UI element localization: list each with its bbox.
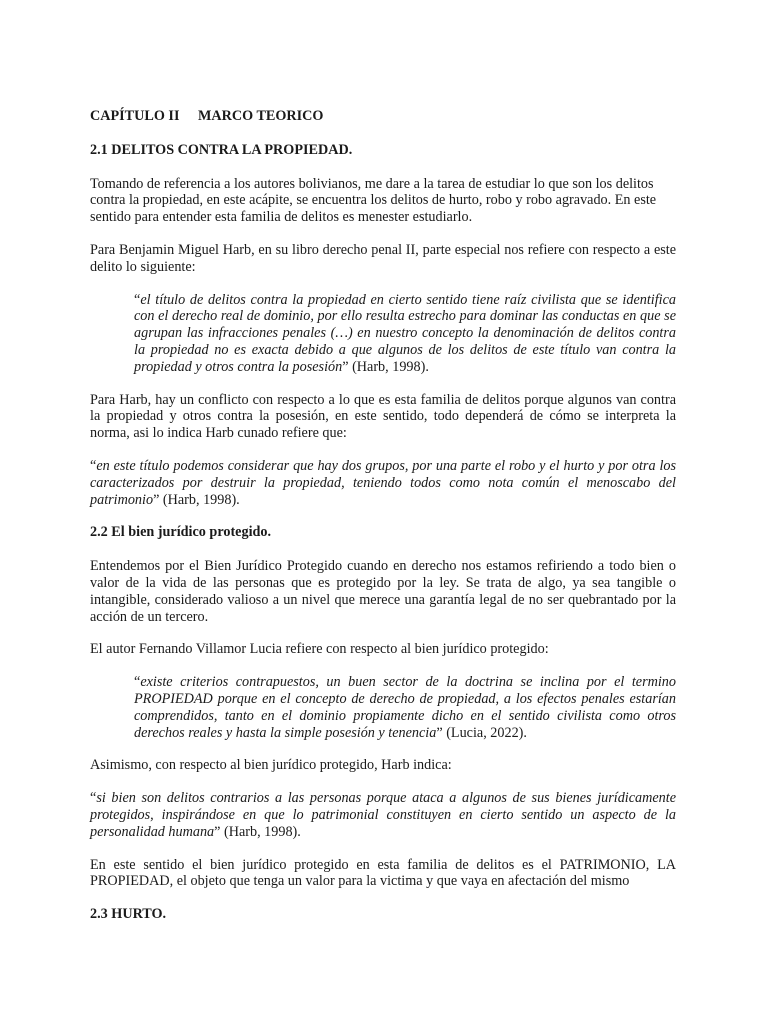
section-2-1-paragraph-2: Para Benjamin Miguel Harb, en su libro derecho penal II, parte especial nos refiere con respecto a este delito lo siguiente:: [90, 241, 676, 275]
quote-citation: ” (Harb, 1998).: [214, 823, 301, 840]
quote-text: en este título podemos considerar que hay dos grupos, por una parte el robo y el hurto y por otra los caracterizados por destruir la propiedad, teniendo todos como nota común el menoscabo del patrimonio: [90, 457, 676, 508]
section-2-2-heading: 2.2 El bien jurídico protegido.: [90, 524, 272, 541]
section-2-1-paragraph-3: Para Harb, hay un conflicto con respecto a lo que es esta familia de delitos porque algunos van contra la propiedad y otros contra la posesión, en este sentido, todo dependerá de cómo se interpreta la norma, asi lo indica Harb cunado refiere que:: [90, 391, 676, 442]
chapter-number: CAPÍTULO II: [90, 108, 180, 124]
quote-citation: ” (Lucia, 2022).: [436, 724, 527, 741]
section-2-1-heading: 2.1 DELITOS CONTRA LA PROPIEDAD.: [90, 141, 353, 158]
quote-text: existe criterios contrapuestos, un buen sector de la doctrina se inclina por el termino PROPIEDAD porque en el concepto de derecho de propiedad, a los efectos penales estarían comprendidos, tanto en el dominio propiamente dicho en el sentido civilista como otros derechos reales y hasta la simple posesión y tenencia: [134, 674, 676, 741]
quote-open-mark: “: [90, 457, 97, 474]
chapter-title: MARCO TEORICO: [198, 108, 324, 124]
harb-quote-1: [134, 292, 676, 376]
harb-quote-2: [90, 458, 676, 508]
quote-open-mark: “: [134, 291, 141, 308]
quote-citation: ” (Harb, 1998).: [153, 491, 240, 508]
quote-open-mark: “: [134, 674, 141, 691]
section-2-2-paragraph-4: En este sentido el bien jurídico protegido en esta familia de delitos es el PATRIMONIO, LA PROPIEDAD, el objeto que tenga un valor para la victima y que vaya en afectación del mismo: [90, 856, 676, 890]
quote-text: si bien son delitos contrarios a las personas porque ataca a algunos de sus bienes jurídicamente protegidos, inspirándose en que lo patrimonial constituyen en cierto sentido un aspecto de la personalidad humana: [90, 790, 676, 840]
quote-text: el título de delitos contra la propiedad en cierto sentido tiene raíz civilista que se identifica con el derecho real de dominio, por ello resulta estrecho para dominar las conductas en que se agrupan las infracciones penales (…) en nuestro concepto la denominación de delitos contra la propiedad no es exacta debido a que algunos de los delitos de este título van contra la propiedad y otros contra la posesión: [134, 291, 676, 375]
section-2-2-paragraph-1: Entendemos por el Bien Jurídico Protegido cuando en derecho nos estamos refiriendo a todo bien o valor de la vida de las personas que es protegido por la ley. Se trata de algo, ya sea tangible o intangible, considerado valioso a un nivel que merece una garantía legal de no ser quebrantado por la acción de un tercero.: [90, 558, 676, 625]
harb-quote-3: [90, 790, 676, 840]
quote-citation: ” (Harb, 1998).: [342, 358, 429, 375]
section-2-3-heading: 2.3 HURTO.: [90, 906, 167, 923]
section-2-1-paragraph-1: Tomando de referencia a los autores bolivianos, me dare a la tarea de estudiar lo que son los delitos contra la propiedad, en este acápite, se encuentra los delitos de hurto, robo y robo agravado. En este sentido para entender esta familia de delitos es menester estudiarlo.: [90, 175, 657, 226]
section-2-2-paragraph-2: El autor Fernando Villamor Lucia refiere con respecto al bien jurídico protegido:: [90, 641, 549, 658]
chapter-heading: [90, 108, 676, 125]
quote-open-mark: “: [90, 790, 97, 807]
lucia-quote: [134, 674, 676, 741]
section-2-2-paragraph-3: Asimismo, con respecto al bien jurídico protegido, Harb indica:: [90, 757, 452, 774]
document-page: [90, 108, 676, 940]
